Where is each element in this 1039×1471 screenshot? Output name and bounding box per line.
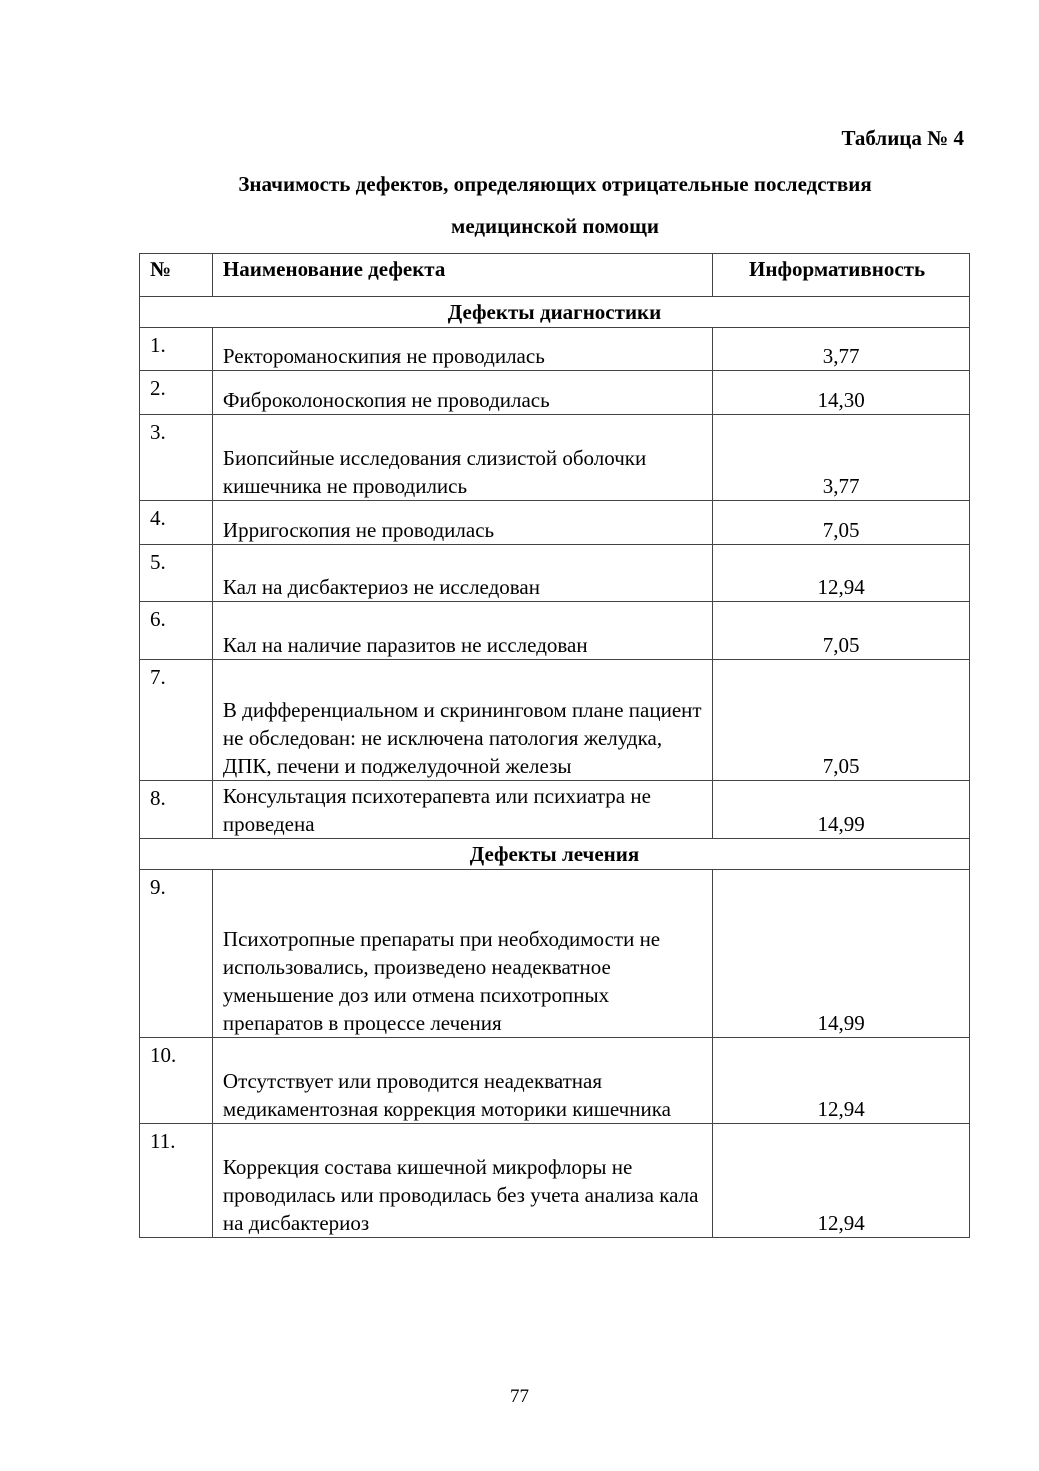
table-row — [140, 545, 970, 602]
row-number: 7. — [140, 660, 213, 781]
row-number: 6. — [140, 602, 213, 660]
defect-name: В дифференциальном и скрининговом плане пациент не обследован: не исключена патология желудка, ДПК, печени и поджелудочной железы — [212, 660, 712, 781]
informativeness-value: 7,05 — [713, 660, 970, 781]
defects-table — [139, 253, 970, 1238]
table-row — [140, 501, 970, 545]
row-number: 3. — [140, 415, 213, 501]
caption-line-1: Значимость дефектов, определяющих отрицательные последствия — [238, 172, 872, 196]
table-row — [140, 781, 970, 839]
row-number: 9. — [140, 870, 213, 1038]
informativeness-value: 7,05 — [713, 602, 970, 660]
informativeness-value: 12,94 — [713, 1124, 970, 1238]
defect-name: Кал на дисбактериоз не исследован — [212, 545, 712, 602]
informativeness-value: 3,77 — [713, 415, 970, 501]
header-row — [140, 254, 970, 297]
row-number: 2. — [140, 371, 213, 415]
section-title: Дефекты диагностики — [140, 297, 970, 328]
header-value: Информативность — [713, 254, 970, 297]
page-number: 77 — [510, 1386, 529, 1407]
defect-name: Коррекция состава кишечной микрофлоры не проводилась или проводилась без учета анализа кала на дисбактериоз — [212, 1124, 712, 1238]
caption-line-2: медицинской помощи — [451, 214, 659, 238]
informativeness-value: 14,30 — [713, 371, 970, 415]
table-row — [140, 660, 970, 781]
row-number: 8. — [140, 781, 213, 839]
defect-name: Психотропные препараты при необходимости не использовались, произведено неадекватное уменьшение доз или отмена психотропных препаратов в процессе лечения — [212, 870, 712, 1038]
informativeness-value: 7,05 — [713, 501, 970, 545]
section-row — [140, 297, 970, 328]
row-number: 11. — [140, 1124, 213, 1238]
table-row — [140, 1038, 970, 1124]
informativeness-value: 14,99 — [713, 781, 970, 839]
defect-name: Отсутствует или проводится неадекватная медикаментозная коррекция моторики кишечника — [212, 1038, 712, 1124]
row-number: 4. — [140, 501, 213, 545]
defect-name: Консультация психотерапевта или психиатра не проведена — [212, 781, 712, 839]
informativeness-value: 12,94 — [713, 1038, 970, 1124]
table-row — [140, 1124, 970, 1238]
defect-name: Кал на наличие паразитов не исследован — [212, 602, 712, 660]
table-row — [140, 602, 970, 660]
row-number: 5. — [140, 545, 213, 602]
section-row — [140, 839, 970, 870]
informativeness-value: 12,94 — [713, 545, 970, 602]
table-row — [140, 870, 970, 1038]
informativeness-value: 3,77 — [713, 328, 970, 371]
informativeness-value: 14,99 — [713, 870, 970, 1038]
table-label: Таблица № 4 — [841, 126, 964, 150]
table-caption — [140, 163, 970, 247]
defect-name: Биопсийные исследования слизистой оболочки кишечника не проводились — [212, 415, 712, 501]
defect-name: Ректороманоскипия не проводилась — [212, 328, 712, 371]
row-number: 1. — [140, 328, 213, 371]
header-num: № — [140, 254, 213, 297]
table-row — [140, 371, 970, 415]
header-name: Наименование дефекта — [212, 254, 712, 297]
table-row — [140, 328, 970, 371]
row-number: 10. — [140, 1038, 213, 1124]
section-title: Дефекты лечения — [140, 839, 970, 870]
defect-name: Ирригоскопия не проводилась — [212, 501, 712, 545]
table-row — [140, 415, 970, 501]
defect-name: Фиброколоноскопия не проводилась — [212, 371, 712, 415]
